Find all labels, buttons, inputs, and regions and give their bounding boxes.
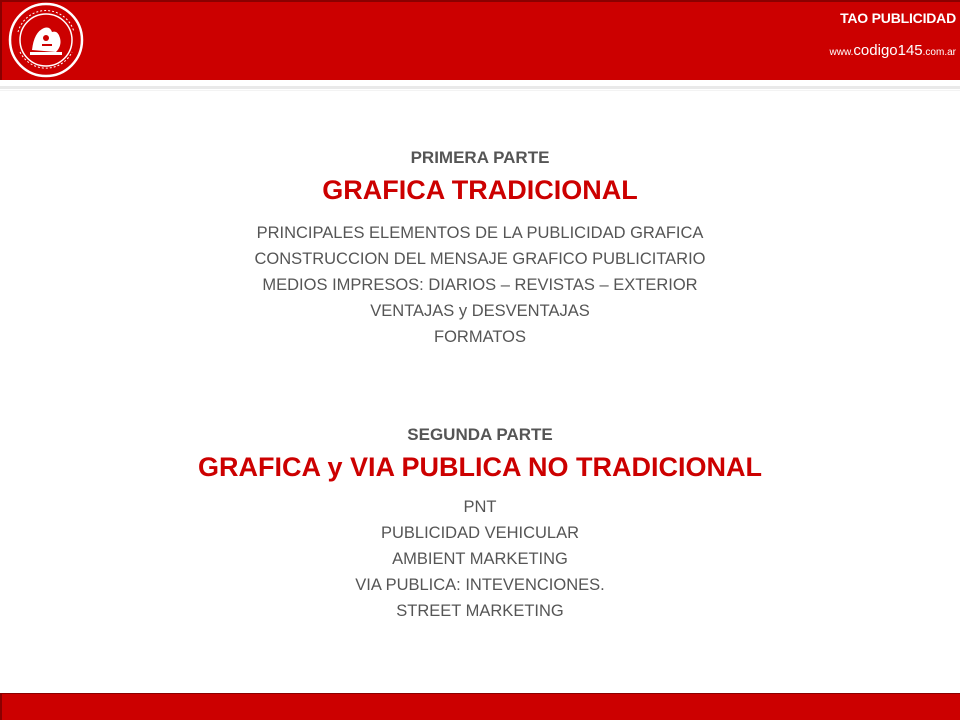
brand-name: TAO PUBLICIDAD xyxy=(840,10,956,26)
header-divider xyxy=(0,86,960,89)
section-1-items xyxy=(0,220,960,350)
footer-bar xyxy=(0,693,960,720)
list-item: MEDIOS IMPRESOS: DIARIOS – REVISTAS – EXTERIOR xyxy=(262,276,698,294)
header-bar xyxy=(0,0,960,80)
section-2-items xyxy=(0,494,960,624)
list-item: FORMATOS xyxy=(434,328,526,346)
list-item: PRINCIPALES ELEMENTOS DE LA PUBLICIDAD GRAFICA xyxy=(256,224,704,242)
website-suffix: .com.ar xyxy=(922,47,956,58)
list-item: PUBLICIDAD VEHICULAR xyxy=(380,524,580,542)
header-top-edge xyxy=(0,0,960,2)
section-1-title: GRAFICA TRADICIONAL xyxy=(322,175,638,205)
website-prefix: www. xyxy=(829,47,854,58)
university-seal-icon xyxy=(8,2,84,78)
list-item: VENTAJAS y DESVENTAJAS xyxy=(370,302,590,320)
list-item: CONSTRUCCION DEL MENSAJE GRAFICO PUBLICITARIO xyxy=(254,250,706,268)
header-divider-shadow xyxy=(0,90,960,91)
list-item: STREET MARKETING xyxy=(396,602,564,620)
header-left-edge xyxy=(0,0,2,80)
list-item: VIA PUBLICA: INTEVENCIONES. xyxy=(355,576,605,594)
section-2-title: GRAFICA y VIA PUBLICA NO TRADICIONAL xyxy=(198,452,762,482)
brand-block xyxy=(830,10,956,59)
website-domain: codigo145 xyxy=(853,42,923,59)
section-1-label: PRIMERA PARTE xyxy=(410,148,550,167)
website-url[interactable] xyxy=(830,42,956,59)
list-item: AMBIENT MARKETING xyxy=(392,550,568,568)
section-2-label: SEGUNDA PARTE xyxy=(407,425,553,444)
list-item: PNT xyxy=(463,498,497,516)
